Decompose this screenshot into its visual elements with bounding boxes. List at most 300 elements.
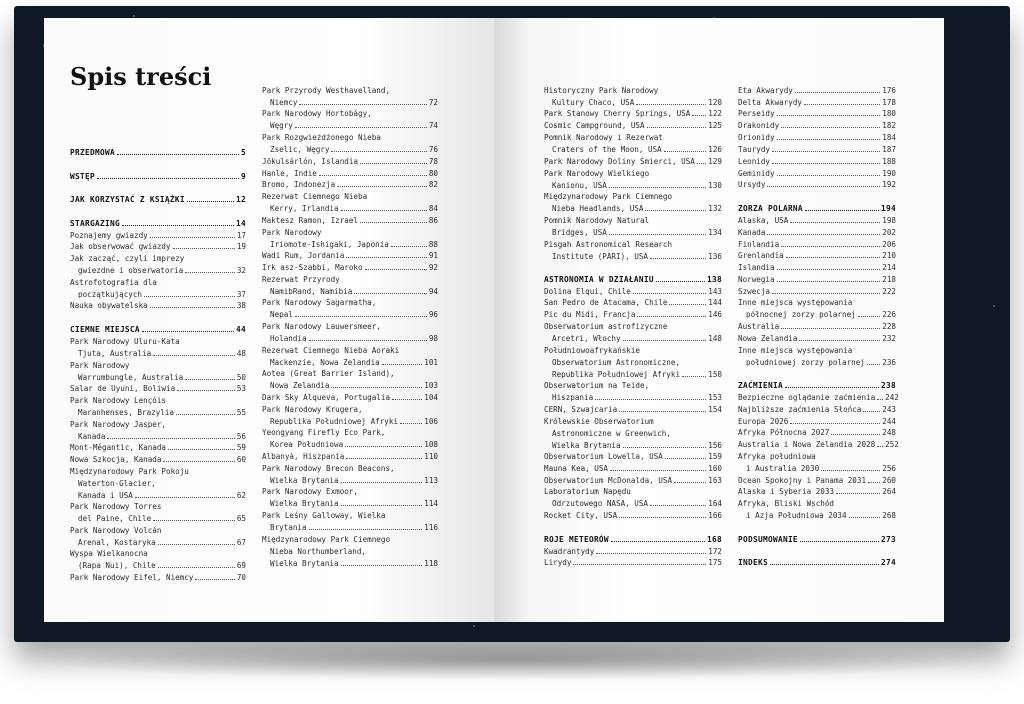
leader-dots [669,304,706,305]
toc-entry-title: Park Leśny Galloway, Wielka [262,511,386,520]
toc-section-heading [544,275,722,287]
toc-entry-title: JAK KORZYSTAĆ Z KSIĄŻKI [70,195,185,204]
leader-dots [346,458,422,459]
leader-dots [345,446,422,447]
toc-entry-title: Park Narodowy Doliny Śmierci, USA [544,157,695,166]
toc-entry-title: Park Narodowy Sagarmatha, [262,298,377,307]
toc-section-heading [738,204,896,216]
toc-entry-title: Arenal, Kostaryka [78,537,156,547]
leader-dots [781,127,880,128]
toc-entry-title: Pic du Midi, Francja [544,310,636,319]
leader-dots [637,316,706,317]
toc-entry-title: Najbliższe zaćmienia Słońca [738,405,862,414]
leader-dots [786,257,881,258]
toc-entry [70,455,246,467]
toc-page-number: 80 [428,169,438,178]
toc-page-number: 166 [708,511,722,520]
toc-entry-title: NamibRand, Namibia [270,286,353,296]
toc-page-number: 76 [428,144,438,154]
leader-dots [767,234,880,235]
toc-entry-title: San Pedro de Atacama, Chile [544,298,668,307]
toc-entry-title: ZORZA POLARNA [738,204,803,213]
toc-entry [544,216,722,240]
toc-entry-title: Park Rozgwieżdżonego Nieba [262,133,381,142]
toc-page-number: 48 [236,348,246,358]
toc-section-heading [70,195,246,207]
toc-entry-title: Park Narodowy Volcán [70,526,162,535]
toc-entry-title: Jökulsárlón, Islandia [262,157,359,166]
toc-entry-title: Leonidy [738,157,771,166]
toc-entry-title: PODSUMOWANIE [738,535,798,544]
toc-entry [544,86,722,110]
toc-entry [738,346,896,370]
toc-entry [738,251,896,263]
leader-dots [650,505,706,506]
toc-entry [262,464,438,488]
toc-entry-title: Jak zacząć, czyli imprezy [70,254,185,263]
toc-page-number: 248 [882,428,896,437]
toc-entry-title: Salar de Uyuni, Boliwia [70,384,176,393]
toc-entry-title: Międzynarodowy Park Pokoju [70,467,189,476]
toc-page-number: 238 [881,381,896,390]
toc-entry-title: CIEMNE MIEJSCA [70,325,140,334]
toc-entry-title: i Azja Południowa 2034 [746,510,847,520]
toc-entry-title: początkujących [78,289,143,299]
leader-dots [295,316,427,317]
toc-entry-title: Niemcy [270,97,298,107]
toc-entry [70,502,246,526]
toc-entry-title: Republika Południowej Afryki [552,369,681,379]
toc-entry-title: ZAĆMIENIA [738,381,783,390]
toc-entry-title: Warrumbungle, Australia [78,372,184,382]
leader-dots [150,237,235,238]
toc-entry-title: Australia [738,322,780,331]
toc-entry [262,133,438,157]
toc-page-number: 5 [241,148,246,157]
leader-dots [609,234,706,235]
leader-dots [346,257,427,258]
toc-entry-title: Arcetri, Włochy [552,333,621,343]
toc-page-number: 273 [881,535,896,544]
toc-page-number: 96 [428,309,438,319]
leader-dots [619,517,706,518]
toc-page-number: 14 [236,219,246,228]
toc-entry [262,228,438,252]
leader-dots [697,163,706,164]
toc-page-number: 252 [885,440,899,449]
leader-dots [623,340,707,341]
toc-entry-title: Bridges, USA [552,227,607,237]
toc-page-number: 153 [708,392,722,402]
toc-entry [738,145,896,157]
leader-dots [400,423,422,424]
toc-page-number: 226 [882,309,896,319]
leader-dots [163,461,234,462]
toc-page-number: 172 [708,547,722,556]
toc-entry [544,346,722,381]
toc-entry [544,417,722,452]
toc-page-number: 55 [236,407,246,417]
toc-page-number: 104 [424,393,438,402]
toc-entry-title: Pomnik Narodowy Natural [544,216,650,225]
toc-entry [738,499,896,523]
toc-page-number: 148 [708,333,722,343]
leader-dots [158,567,235,568]
toc-entry-title: Obserwatorium astrofizyczne [544,322,668,331]
leader-dots [573,564,706,565]
leader-dots [799,340,880,341]
toc-page-number: 78 [428,157,438,166]
toc-page-number: 260 [882,476,896,485]
toc-entry [738,109,896,121]
toc-page-number: 134 [708,227,722,237]
toc-entry [70,467,246,502]
toc-page-number: 264 [882,487,896,496]
leader-dots [777,175,881,176]
toc-entry-title: Nauka obywatelska [70,301,148,310]
toc-page-number: 222 [882,287,896,296]
toc-entry-title: Południowoafrykańskie [544,346,641,355]
leader-dots [682,376,706,377]
toc-entry [738,157,896,169]
leader-dots [610,470,706,471]
toc-entry [544,487,722,511]
toc-entry-title: Holandia [270,333,307,343]
leader-dots [295,127,427,128]
toc-page-number: 159 [708,452,722,461]
toc-entry-title: Finlandia [738,240,780,249]
toc-page-number: 176 [882,86,896,95]
toc-entry-title: Europa 2026 [738,417,789,426]
toc-entry-title: Nieba Northumberland, [270,546,367,556]
toc-page-number: 59 [236,443,246,452]
toc-entry [738,428,896,440]
toc-page-number: 160 [708,464,722,473]
toc-entry-title: Park Stanowy Cherry Springs, USA [544,109,691,118]
toc-entry-title: ASTRONOMIA W DZIAŁANIU [544,275,654,284]
toc-entry-title: Lirydy [544,558,572,567]
toc-section-heading [544,535,722,547]
toc-page-number: 113 [424,475,438,485]
toc-entry [262,452,438,464]
leader-dots [636,104,706,105]
leader-dots [117,154,239,155]
leader-dots [609,187,706,188]
toc-entry [262,263,438,275]
toc-entry [544,109,722,121]
toc-entry-title: Cosmic Campground, USA [544,121,645,130]
toc-entry-title: Nowa Szkocja, Kanada [70,455,162,464]
toc-entry-title: Międzynarodowy Park Ciemnego [262,535,391,544]
leader-dots [863,411,880,412]
toc-page-number: 187 [882,145,896,154]
toc-entry-title: Królewskie Obserwatorium [544,417,654,426]
toc-entry-title: Zselic, Węgry [270,144,330,154]
toc-entry-title: Rezerwat Ciemnego Nieba Aoraki [262,346,400,355]
toc-entry-title: Waterton-Glacier, [78,478,156,488]
toc-entry-title: Drakonidy [738,121,780,130]
toc-entry-title: Delta Akwarydy [738,98,803,107]
toc-entry [738,393,899,405]
toc-page-number: 9 [241,172,246,181]
toc-page-number: 154 [708,405,722,414]
toc-entry-title: Maktesz Ramon, Izrael [262,216,359,225]
toc-page-number: 232 [882,334,896,343]
toc-entry [544,322,722,346]
toc-entry-title: Geminidy [738,169,775,178]
toc-entry-title: Institute (PARI), USA [552,251,649,261]
toc-entry-title: Brytania [270,522,307,532]
toc-page-number: 130 [708,180,722,190]
toc-entry-title: (Rapa Nui), Chile [78,560,156,570]
toc-page-number: 32 [236,265,246,275]
leader-dots [867,364,880,365]
toc-entry-title: Korea Południowa [270,439,344,449]
toc-page-number: 274 [881,558,896,567]
toc-page-number: 190 [882,169,896,178]
toc-entry [544,133,722,157]
leader-dots [767,186,880,187]
toc-entry [262,180,438,192]
leader-dots [185,379,235,380]
leader-dots [619,411,706,412]
toc-page-number: 244 [882,417,896,426]
leader-dots [858,316,881,317]
toc-entry-title: Poznajemy gwiazdy [70,231,148,240]
toc-entry-title: Wadi Rum, Jordania [262,251,345,260]
toc-entry [262,157,438,169]
toc-entry [544,511,722,523]
leader-dots [665,458,706,459]
leader-dots [195,579,234,580]
toc-entry [738,228,896,240]
toc-entry [544,192,722,216]
toc-entry [262,86,438,110]
toc-entry-title: Obserwatorium Lowella, USA [544,452,663,461]
toc-page-number: 138 [707,275,722,284]
leader-dots [772,163,880,164]
toc-entry [738,298,896,322]
toc-page-number: 180 [882,109,896,118]
toc-entry-title: Park Narodowy Uluru-Kata [70,337,180,346]
toc-page-number: 17 [236,231,246,240]
toc-entry-title: Park Narodowy Lençóis [70,396,167,405]
toc-entry [70,549,246,573]
toc-entry-title: Odrzutowego NASA, USA [552,498,649,508]
toc-entry-title: INDEKS [738,558,768,567]
toc-entry [544,298,722,310]
toc-entry [738,334,896,346]
toc-entry [70,443,246,455]
leader-dots [777,269,881,270]
toc-page-number: 210 [882,251,896,260]
toc-entry-title: gwiezdne i obserwatoria [78,265,184,275]
toc-page-number: 236 [882,357,896,367]
toc-page-number: 156 [708,440,722,450]
toc-entry [738,322,896,334]
toc-entry-title: Węgry [270,120,293,130]
leader-dots [144,296,235,297]
toc-entry-title: Park Narodowy Eifel, Niemcy [70,573,194,582]
toc-entry-title: Mackenzie, Nowa Zelandia [270,357,380,367]
toc-entry-title: Ocean Spokojny i Panama 2031 [738,476,867,485]
toc-entry-title: Eta Akwarydy [738,86,793,95]
toc-page-number: 256 [882,463,896,473]
leader-dots [177,390,235,391]
leader-dots [158,544,235,545]
toc-entry [738,487,896,499]
leader-dots [868,482,880,483]
leader-dots [692,115,706,116]
toc-entry-title: Nowa Zelandia [738,334,798,343]
toc-entry-title: Orionidy [738,133,775,142]
leader-dots [176,414,235,415]
leader-dots [153,355,235,356]
toc-page-number: 82 [428,180,438,189]
toc-entry-title: Kerry, Irlandia [270,203,339,213]
toc-page-number: 178 [882,98,896,107]
toc-entry [262,369,438,393]
toc-entry-title: Alaska, USA [738,216,789,225]
toc-page-number: 110 [424,452,438,461]
leader-dots [656,281,705,282]
leader-dots [633,293,706,294]
toc-page-number: 116 [424,522,438,532]
toc-page-number: 202 [882,228,896,237]
leader-dots [805,210,879,211]
leader-dots [299,104,426,105]
leader-dots [770,564,879,565]
toc-entry-title: Nowa Zelandia [270,380,330,390]
toc-page-number: 228 [882,322,896,331]
leader-dots [309,340,427,341]
leader-dots [153,520,235,521]
toc-entry-title: Astrofotografia dla [70,278,157,287]
toc-entry [70,396,246,420]
toc-entry-title: Wielka Brytania [270,475,339,485]
toc-entry-title: Inne miejsca występowania [738,346,853,355]
toc-entry-title: Kanada [738,228,766,237]
toc-page-number: 19 [236,242,246,251]
toc-entry-title: Wielka Brytania [552,440,621,450]
toc-entry-title: Nepal [270,309,293,319]
toc-entry-title: Norwegia [738,275,775,284]
leader-dots [777,115,881,116]
toc-entry-title: Afryka południowa [738,452,816,461]
toc-page-number: 218 [882,275,896,284]
toc-entry-title: Park Przyrody Westhavelland, [262,86,391,95]
leader-dots [777,139,881,140]
toc-page-number: 268 [882,510,896,520]
toc-entry-title: Wielka Brytania [270,498,339,508]
toc-entry [738,263,896,275]
toc-entry-title: Ursydy [738,180,766,189]
toc-entry-title: Rezerwat Ciemnego Nieba [262,192,368,201]
toc-entry-title: Park Narodowy Wielkiego [544,169,650,178]
toc-entry [70,361,246,385]
toc-entry [738,452,896,476]
toc-entry-title: Taurydy [738,145,771,154]
leader-dots [337,186,427,187]
toc-entry-title: Afryka, Bliski Wschód [738,499,835,508]
toc-entry-title: Bromo, Indonezja [262,180,336,189]
toc-section-heading [70,219,246,231]
toc-entry [738,216,896,228]
toc-entry-title: Kanada i USA [78,490,133,500]
toc-entry-title: Nieba Headlands, USA [552,203,644,213]
toc-entry-title: południowej zorzy polarnej [746,357,865,367]
leader-dots [319,175,427,176]
leader-dots [611,541,705,542]
toc-page-number: 37 [236,289,246,299]
toc-page-number: 91 [428,251,438,260]
toc-entry-title: Mont-Mégantic, Kanada [70,443,167,452]
toc-page-number: 164 [708,498,722,508]
toc-page-number: 98 [428,333,438,343]
toc-entry [544,405,722,417]
toc-entry-title: Alaska i Syberia 2033 [738,487,835,496]
toc-page-number: 122 [708,109,722,118]
toc-page-number: 67 [236,537,246,547]
toc-page-number: 192 [882,180,896,189]
toc-entry [70,278,246,302]
leader-dots [772,151,880,152]
toc-page-number: 132 [708,203,722,213]
leader-dots [97,178,239,179]
toc-entry [262,393,438,405]
toc-page-number: 143 [708,287,722,296]
toc-entry-title: Aotea (Great Barrier Island), [262,369,395,378]
leader-dots [168,449,235,450]
toc-entry [544,381,722,405]
toc-entry-title: Mauna Kea, USA [544,464,609,473]
leader-dots [623,447,707,448]
leader-dots [341,210,427,211]
toc-entry [70,420,246,444]
toc-page-number: 50 [236,372,246,382]
toc-page-number: 74 [428,120,438,130]
toc-entry [70,242,246,254]
toc-entry [262,511,438,535]
toc-page-number: 65 [236,513,246,523]
toc-section-heading [70,148,246,160]
page-title: Spis treści [70,62,212,91]
toc-entry-title: Obserwatorium McDonalda, USA [544,476,673,485]
toc-page-number: 38 [236,301,246,310]
toc-entry-title: Maranhenses, Brazylia [78,407,175,417]
right-page [494,18,944,622]
toc-entry-title: Park Narodowy Hortobágy, [262,109,372,118]
toc-page-number: 56 [236,431,246,441]
toc-page-number: 60 [236,455,246,464]
toc-entry [262,428,438,452]
toc-entry [262,216,438,228]
toc-entry [262,298,438,322]
leader-dots [392,399,422,400]
toc-entry-title: Szwecja [738,287,771,296]
toc-entry [738,133,896,145]
toc-entry-title: Afryka Północna 2027 [738,428,830,437]
toc-page-number: 150 [708,369,722,379]
toc-entry-title: Perseidy [738,109,775,118]
leader-dots [382,364,423,365]
left-page [44,18,494,622]
toc-entry [544,558,722,570]
toc-page-number: 184 [882,133,896,142]
toc-entry-title: Islandia [738,263,775,272]
leader-dots [185,272,235,273]
toc-entry [262,346,438,370]
